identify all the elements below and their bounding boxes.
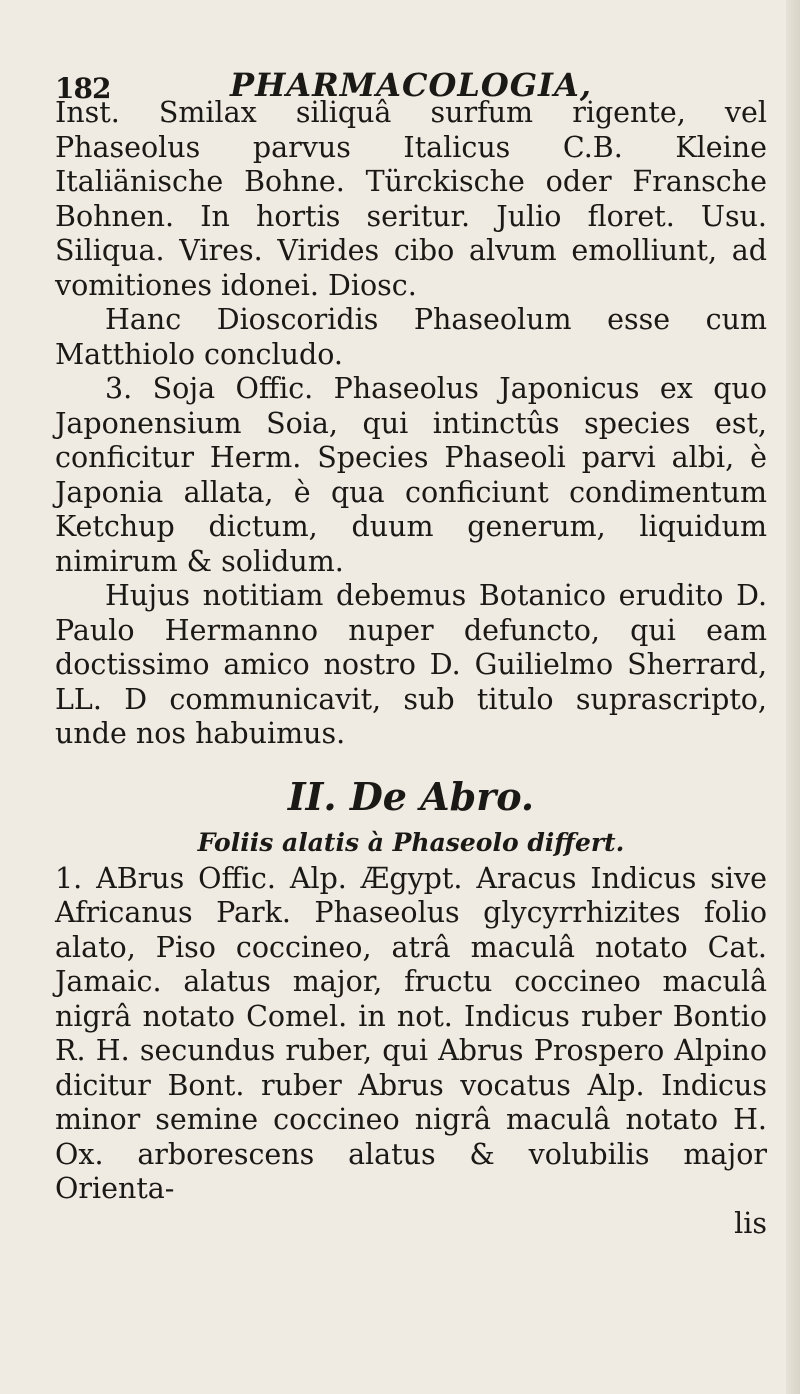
- running-head: PHARMACOLOGIA,: [230, 66, 592, 104]
- page-edge: [786, 0, 800, 1394]
- section-subtitle: Foliis alatis à Phaseolo differt.: [197, 827, 625, 857]
- paragraph-smilax: Inst. Smilax siliquâ surfum rigente, vel Phaseolus parvus Italicus C.B. Kleine Italiänische Bohne. Türckische oder Fransche Bohnen. In hortis seritur. Julio floret. Usu. Siliqua. Vires. Virides cibo alvum emolliunt, ad vomitiones idonei. Diosc.: [55, 96, 767, 302]
- paragraph-abrus: 1. ABrus Offic. Alp. Ægypt. Aracus Indicus sive Africanus Park. Phaseolus glycyrrhizites folio alato, Piso coccineo, atrâ maculâ notato Cat. Jamaic. alatus major, fructu coccineo maculâ nigrâ notato Comel. in not. Indicus ruber Bontio R. H. secundus ruber, qui Abrus Prospero Alpino dicitur Bont. ruber Abrus vocatus Alp. Indicus minor semine coccineo nigrâ maculâ notato H. Ox. arborescens alatus & volubilis major Orienta-: [55, 861, 767, 1205]
- section-title: II. De Abro.: [287, 773, 535, 819]
- paragraph-matthiolo: Hanc Dioscoridis Phaseolum esse cum Matthiolo concludo.: [55, 303, 767, 371]
- paragraph-hermanno: Hujus notitiam debemus Botanico erudito D. Paulo Hermanno nuper defuncto, qui eam doctissimo amico nostro D. Guilielmo Sherrard, LL. D communicavit, sub titulo suprascripto, unde nos habuimus.: [55, 579, 767, 750]
- paragraph-soja: 3. Soja Offic. Phaseolus Japonicus ex quo Japonensium Soia, qui intinctûs species est, conficitur Herm. Species Phaseoli parvi albi, è Japonia allata, è qua conficiunt condimentum Ketchup dictum, duum generum, liquidum nimirum & solidum.: [55, 372, 767, 578]
- page-body: [55, 96, 767, 1241]
- line-end-word: lis: [734, 1206, 767, 1240]
- page-number: 182: [55, 72, 111, 105]
